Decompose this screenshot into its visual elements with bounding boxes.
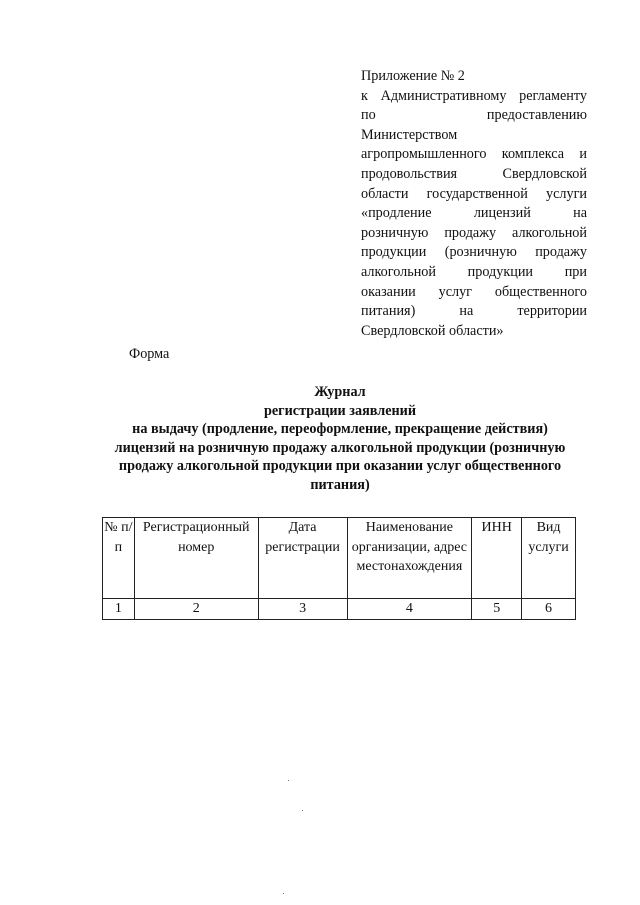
appendix-line: по предоставлению (361, 107, 587, 124)
column-number-cell: 6 (522, 599, 576, 620)
column-number-cell: 1 (103, 599, 135, 620)
column-number-cell: 3 (258, 599, 347, 620)
column-number-cell: 5 (472, 599, 522, 620)
appendix-line: продовольствия Свердловской (361, 165, 587, 182)
table-row (103, 599, 576, 620)
document-heading (100, 383, 580, 494)
appendix-line: продукции (розничную продажу (361, 244, 587, 261)
heading-line: питания) (310, 476, 370, 493)
appendix-line: розничную продажу алкогольной (361, 224, 587, 241)
header-cell-reg-date: Дата регистрации (258, 518, 347, 599)
heading-line: регистрации заявлений (263, 402, 417, 419)
heading-line: продажу алкогольной продукции при оказании услуг общественного (118, 458, 562, 474)
appendix-line: к Административному регламенту (361, 87, 587, 104)
form-label: Форма (129, 346, 170, 362)
appendix-line: Министерством (361, 126, 458, 143)
header-cell-service-type: Вид услуги (522, 518, 576, 599)
scan-speck (288, 780, 289, 781)
header-cell-number: № п/п (103, 518, 135, 599)
header-cell-inn: ИНН (472, 518, 522, 599)
heading-line: на выдачу (продление, переоформление, прекращение действия) (132, 421, 548, 437)
column-number-cell: 2 (134, 599, 258, 620)
appendix-line: «продление лицензий на (361, 205, 587, 222)
appendix-line: Свердловской области» (361, 322, 504, 339)
heading-title: Журнал (314, 384, 366, 400)
appendix-line: области государственной услуги (361, 185, 587, 202)
column-number-cell: 4 (347, 599, 472, 620)
journal-table (102, 517, 576, 620)
table-header-row (103, 518, 576, 599)
header-cell-reg-number: Регистрационный номер (134, 518, 258, 599)
appendix-line: алкогольной продукции при (361, 263, 587, 280)
header-cell-organization: Наименование организации, адрес местонахождения (347, 518, 472, 599)
appendix-block (361, 67, 587, 341)
appendix-line: Приложение № 2 (361, 68, 465, 84)
heading-line: лицензий на розничную продажу алкогольной продукции (розничную (114, 439, 566, 456)
appendix-line: агропромышленного комплекса и (361, 146, 587, 163)
appendix-line: питания) на территории (361, 303, 587, 320)
appendix-line: оказании услуг общественного (361, 283, 587, 300)
scan-speck (302, 810, 303, 811)
scan-speck (283, 893, 284, 894)
